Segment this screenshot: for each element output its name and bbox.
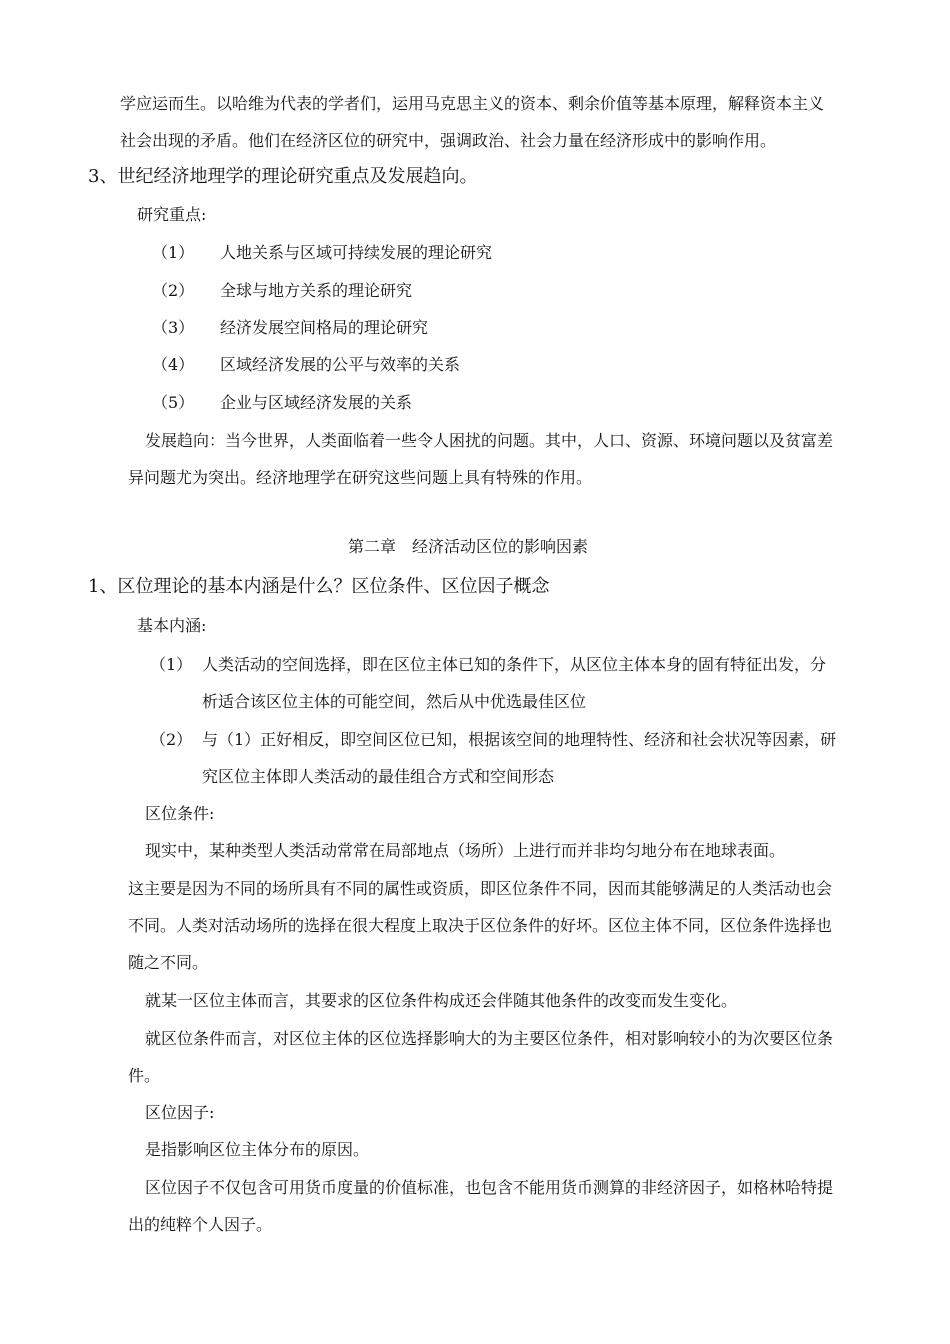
list-item: （5） 企业与区域经济发展的关系	[152, 393, 413, 412]
list-item-continuation: 究区位主体即人类活动的最佳组合方式和空间形态	[202, 767, 555, 786]
trend-line-2: 异问题尤为突出。经济地理学在研究这些问题上具有特殊的作用。	[128, 468, 593, 487]
condition-paragraph-2-line-1: 这主要是因为不同的场所具有不同的属性或资质，即区位条件不同，因而其能够满足的人类活动也会	[128, 879, 833, 898]
list-item: （2） 全球与地方关系的理论研究	[152, 281, 413, 300]
condition-paragraph-4-line-1: 就区位条件而言，对区位主体的区位选择影响大的为主要区位条件，相对影响较小的为次要区位条	[145, 1029, 834, 1048]
list-item: （1） 人地关系与区域可持续发展的理论研究	[152, 243, 493, 262]
intro-line-1: 学应运而生。以哈维为代表的学者们，运用马克思主义的资本、剩余价值等基本原理，解释资本主义	[120, 94, 825, 113]
condition-paragraph-1: 现实中，某种类型人类活动常常在局部地点（场所）上进行而并非均匀地分布在地球表面。	[145, 841, 786, 860]
intro-line-2: 社会出现的矛盾。他们在经济区位的研究中，强调政治、社会力量在经济形成中的影响作用。	[120, 131, 777, 150]
factor-paragraph-1: 是指影响区位主体分布的原因。	[145, 1140, 370, 1159]
trend-line-1: 发展趋向：当今世界，人类面临着一些令人困扰的问题。其中，人口、资源、环境问题以及贫富差	[145, 431, 834, 450]
condition-label: 区位条件:	[145, 804, 215, 823]
basic-label: 基本内涵:	[137, 616, 207, 635]
list-item: （4） 区域经济发展的公平与效率的关系	[152, 355, 461, 374]
section-heading-1: 1、区位理论的基本内涵是什么？区位条件、区位因子概念	[88, 576, 550, 597]
focus-label: 研究重点:	[137, 205, 207, 224]
factor-paragraph-2-line-1: 区位因子不仅包含可用货币度量的价值标准，也包含不能用货币测算的非经济因子，如格林哈特提	[145, 1178, 834, 1197]
list-item-continuation: 析适合该区位主体的可能空间，然后从中优选最佳区位	[202, 692, 587, 711]
section-heading-3: 3、世纪经济地理学的理论研究重点及发展趋向。	[88, 166, 478, 187]
condition-paragraph-2-line-3: 随之不同。	[128, 953, 209, 972]
list-item: （1） 人类活动的空间选择，即在区位主体已知的条件下，从区位主体本身的固有特征出发，分	[150, 655, 827, 674]
condition-paragraph-2-line-2: 不同。人类对活动场所的选择在很大程度上取决于区位条件的好坏。区位主体不同，区位条件选择也	[128, 916, 833, 935]
list-item: （2） 与（1）正好相反，即空间区位已知，根据该空间的地理特性、经济和社会状况等因素，研	[150, 730, 837, 749]
factor-paragraph-2-line-2: 出的纯粹个人因子。	[128, 1215, 273, 1234]
factor-label: 区位因子:	[145, 1103, 215, 1122]
list-item: （3） 经济发展空间格局的理论研究	[152, 318, 429, 337]
chapter-title: 第二章 经济活动区位的影响因素	[348, 537, 589, 556]
condition-paragraph-3: 就某一区位主体而言，其要求的区位条件构成还会伴随其他条件的改变而发生变化。	[145, 991, 738, 1010]
condition-paragraph-4-line-2: 件。	[128, 1066, 161, 1085]
